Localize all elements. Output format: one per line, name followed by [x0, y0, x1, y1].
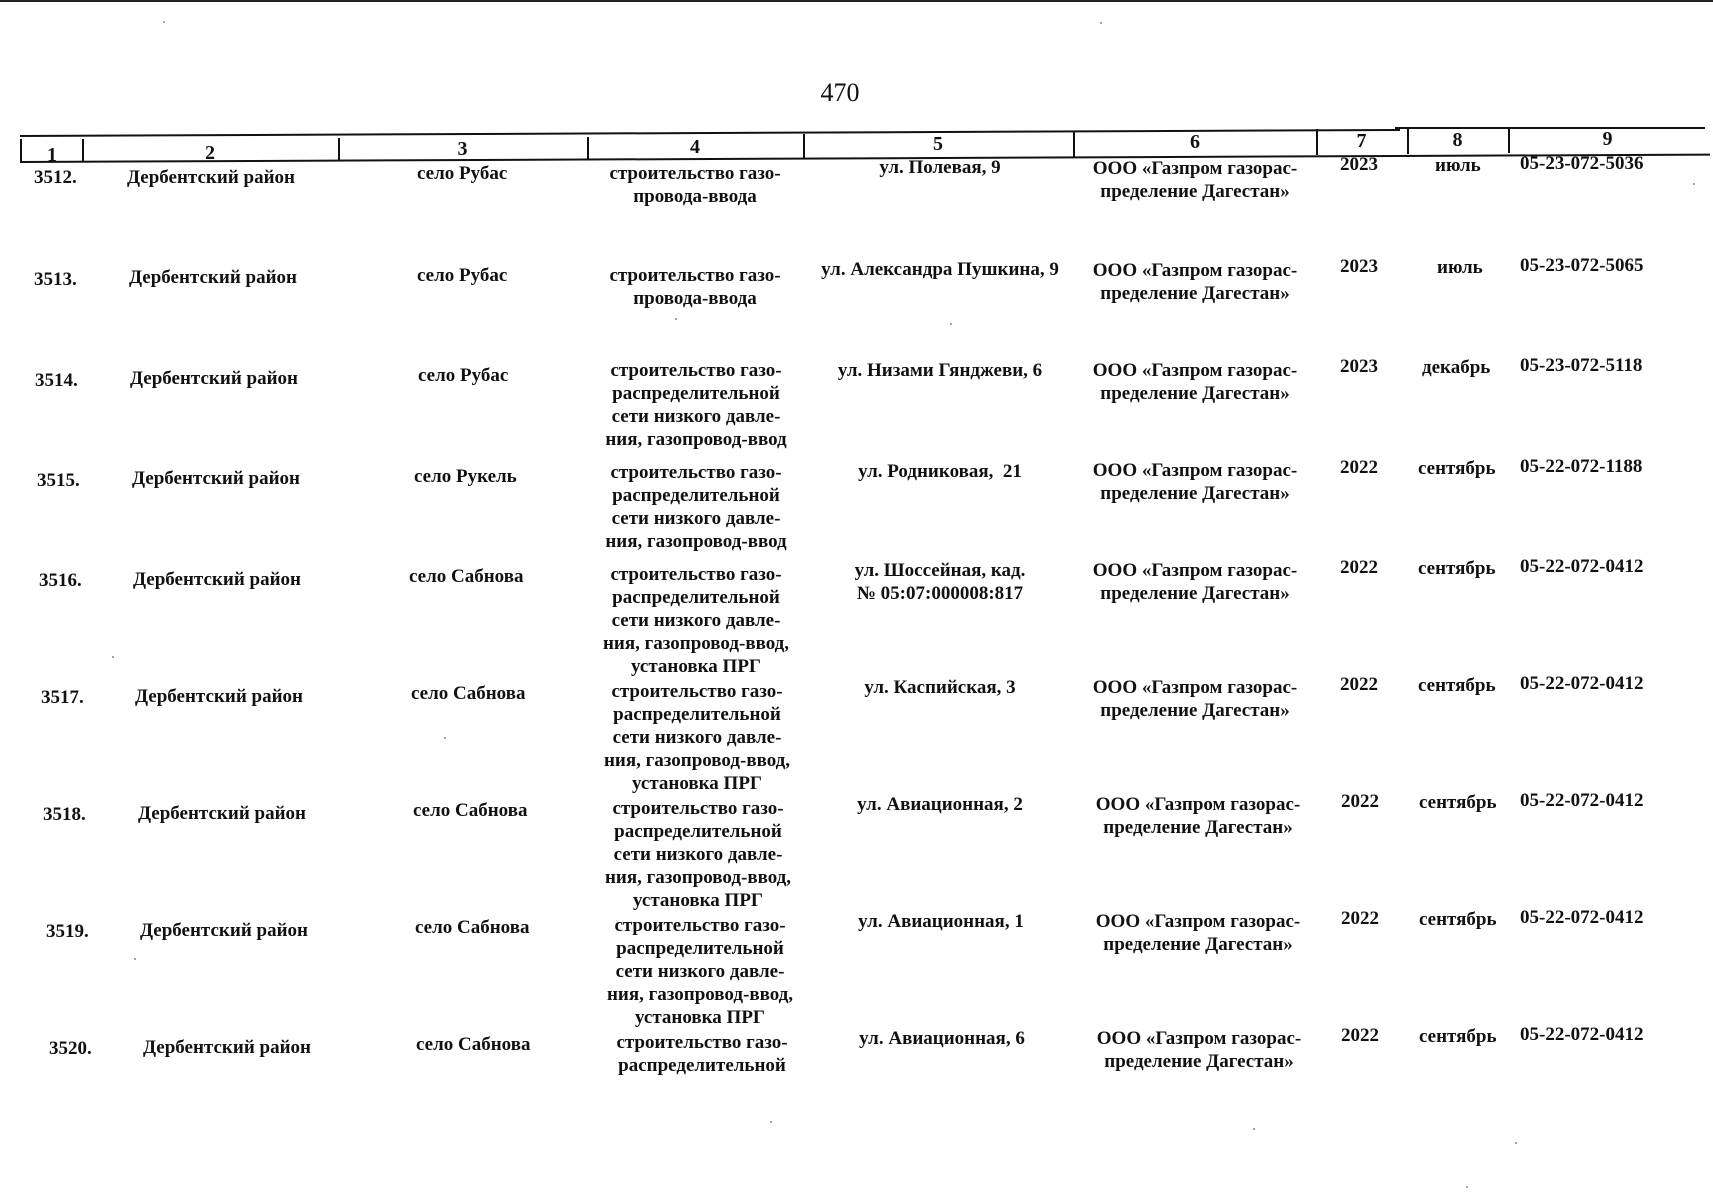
organization-line: ООО «Газпром газорас-: [1092, 360, 1298, 381]
scan-speck: [1693, 183, 1695, 185]
month-cell: сентябрь: [1419, 1026, 1497, 1047]
organization-cell: [1075, 459, 1315, 505]
work-line: распределительной: [612, 587, 780, 608]
district-cell: Дербентский район: [127, 167, 295, 188]
work-line: сети низкого давле-: [612, 727, 782, 748]
organization-line: пределение Дагестан»: [1103, 934, 1293, 955]
address-cell: [805, 1027, 1079, 1050]
organization-line: ООО «Газпром газорас-: [1092, 260, 1298, 281]
row-number: 3514.: [35, 370, 78, 391]
address-cell: [805, 910, 1077, 933]
organization-line: пределение Дагестан»: [1100, 483, 1290, 504]
code-cell: 05-22-072-1188: [1520, 456, 1643, 477]
work-cell: [590, 461, 802, 553]
month-cell: сентябрь: [1418, 558, 1496, 579]
work-line: ния, газопровод-ввод,: [602, 633, 790, 654]
year-cell: 2022: [1341, 1025, 1379, 1046]
scan-speck: [134, 958, 136, 960]
organization-line: ООО «Газпром газорас-: [1092, 158, 1298, 179]
settlement-cell: село Рубас: [417, 265, 508, 286]
year-cell: 2022: [1341, 908, 1379, 929]
code-cell: 05-22-072-0412: [1520, 556, 1644, 577]
address-line: ул. Александра Пушкина, 9: [821, 259, 1059, 280]
year-cell: 2022: [1341, 791, 1379, 812]
scan-speck: [1253, 1128, 1255, 1130]
column-number: 8: [1452, 129, 1463, 151]
row-number: 3515.: [37, 470, 80, 491]
work-cell: [592, 914, 808, 1029]
organization-cell: [1078, 793, 1318, 839]
organization-line: пределение Дагестан»: [1100, 383, 1290, 404]
code-cell: 05-22-072-0412: [1520, 790, 1644, 811]
work-line: распределительной: [616, 938, 784, 959]
settlement-cell: село Сабнова: [416, 1034, 531, 1055]
column-number: 5: [933, 133, 943, 155]
work-line: строительство газо-: [610, 360, 782, 381]
work-line: сети низкого давле-: [613, 844, 783, 865]
work-line: сети низкого давле-: [611, 610, 781, 631]
work-cell: [590, 563, 802, 678]
scan-speck: [1100, 22, 1102, 24]
row-number: 3512.: [34, 167, 77, 188]
column-number: 4: [690, 136, 700, 158]
organization-cell: [1075, 359, 1315, 405]
settlement-cell: село Сабнова: [413, 800, 528, 821]
month-cell: декабрь: [1422, 357, 1491, 378]
organization-cell: [1075, 157, 1315, 203]
work-line: строительство газо-: [616, 1032, 788, 1053]
address-cell: [805, 559, 1075, 605]
work-line: строительство газо-: [609, 265, 781, 286]
work-line: установка ПРГ: [632, 890, 764, 911]
work-line: распределительной: [618, 1055, 786, 1076]
organization-cell: [1078, 910, 1318, 956]
work-line: строительство газо-: [614, 915, 786, 936]
settlement-cell: село Рубас: [418, 365, 509, 386]
row-number: 3520.: [49, 1038, 92, 1059]
work-cell: [590, 264, 800, 310]
settlement-cell: село Рубас: [417, 163, 508, 184]
work-line: сети низкого давле-: [611, 406, 781, 427]
work-line: установка ПРГ: [634, 1007, 766, 1028]
address-line: ул. Каспийская, 3: [864, 677, 1016, 698]
address-cell: [805, 359, 1075, 382]
district-cell: Дербентский район: [129, 267, 297, 288]
year-cell: 2023: [1340, 154, 1378, 175]
address-cell: [805, 258, 1075, 281]
scan-speck: [770, 1121, 772, 1123]
code-cell: 05-22-072-0412: [1520, 673, 1644, 694]
row-number: 3518.: [43, 804, 86, 825]
code-cell: 05-23-072-5065: [1520, 255, 1644, 276]
address-line: ул. Шоссейная, кад.: [854, 560, 1026, 581]
column-number: 7: [1356, 130, 1367, 152]
work-line: установка ПРГ: [630, 656, 762, 677]
organization-line: пределение Дагестан»: [1103, 817, 1293, 838]
scan-speck: [950, 323, 952, 325]
work-cell: [594, 1031, 810, 1077]
district-cell: Дербентский район: [143, 1037, 311, 1058]
work-line: распределительной: [612, 383, 780, 404]
scan-speck: [1515, 1142, 1517, 1144]
month-cell: сентябрь: [1419, 792, 1497, 813]
scan-speck: [1466, 1186, 1468, 1188]
district-cell: Дербентский район: [130, 368, 298, 389]
address-line: ул. Авиационная, 2: [857, 794, 1023, 815]
month-cell: июль: [1437, 257, 1483, 278]
address-line: ул. Низами Гянджеви, 6: [837, 360, 1043, 381]
row-number: 3519.: [46, 921, 89, 942]
organization-line: ООО «Газпром газорас-: [1096, 1028, 1302, 1049]
work-line: провода-ввода: [633, 186, 757, 207]
address-cell: [805, 793, 1075, 816]
organization-line: ООО «Газпром газорас-: [1095, 911, 1301, 932]
column-number: 3: [457, 138, 468, 160]
scan-speck: [675, 318, 677, 320]
month-cell: июль: [1435, 155, 1481, 176]
address-cell: [805, 676, 1075, 699]
work-line: распределительной: [614, 821, 782, 842]
scan-speck: [444, 737, 446, 739]
header-divider: [20, 139, 22, 161]
district-cell: Дербентский район: [138, 803, 306, 824]
year-cell: 2022: [1340, 674, 1378, 695]
page-top-border: [0, 0, 1713, 2]
work-cell: [590, 680, 804, 795]
district-cell: Дербентский район: [133, 569, 301, 590]
work-cell: [590, 162, 800, 208]
column-number: 9: [1602, 128, 1613, 150]
organization-line: ООО «Газпром газорас-: [1092, 560, 1298, 581]
district-cell: Дербентский район: [132, 468, 300, 489]
settlement-cell: село Сабнова: [411, 683, 526, 704]
organization-line: пределение Дагестан»: [1104, 1051, 1294, 1072]
address-line: ул. Авиационная, 6: [859, 1028, 1025, 1049]
year-cell: 2022: [1340, 557, 1378, 578]
work-line: сети низкого давле-: [615, 961, 785, 982]
row-number: 3513.: [34, 269, 77, 290]
code-cell: 05-23-072-5036: [1520, 153, 1644, 174]
work-line: ния, газопровод-ввод: [605, 429, 787, 450]
address-line: ул. Авиационная, 1: [858, 911, 1024, 932]
organization-line: ООО «Газпром газорас-: [1095, 794, 1301, 815]
year-cell: 2023: [1340, 256, 1378, 277]
organization-line: ООО «Газпром газорас-: [1092, 460, 1298, 481]
address-line: ул. Полевая, 9: [879, 157, 1001, 178]
address-line: № 05:07:000008:817: [856, 583, 1024, 604]
settlement-cell: село Сабнова: [409, 566, 524, 587]
district-cell: Дербентский район: [135, 686, 303, 707]
work-cell: [590, 359, 802, 451]
year-cell: 2022: [1340, 457, 1378, 478]
work-line: ния, газопровод-ввод,: [603, 750, 791, 771]
month-cell: сентябрь: [1418, 458, 1496, 479]
work-line: провода-ввода: [633, 288, 757, 309]
month-cell: сентябрь: [1419, 909, 1497, 930]
organization-cell: [1075, 676, 1315, 722]
organization-line: пределение Дагестан»: [1100, 700, 1290, 721]
code-cell: 05-23-072-5118: [1520, 355, 1643, 376]
page-number: 470: [820, 78, 860, 107]
work-line: строительство газо-: [611, 681, 783, 702]
work-line: ния, газопровод-ввод,: [604, 867, 792, 888]
address-cell: [805, 460, 1075, 483]
scan-speck: [112, 656, 114, 658]
organization-cell: [1075, 559, 1315, 605]
work-line: строительство газо-: [609, 163, 781, 184]
work-line: ния, газопровод-ввод,: [606, 984, 794, 1005]
column-number: 1: [47, 144, 57, 166]
work-cell: [590, 797, 806, 912]
work-line: ния, газопровод-ввод: [605, 531, 787, 552]
code-cell: 05-22-072-0412: [1520, 907, 1644, 928]
work-line: строительство газо-: [612, 798, 784, 819]
organization-line: пределение Дагестан»: [1100, 583, 1290, 604]
month-cell: сентябрь: [1418, 675, 1496, 696]
column-number: 6: [1190, 131, 1200, 153]
work-line: распределительной: [612, 485, 780, 506]
work-line: сети низкого давле-: [611, 508, 781, 529]
scan-speck: [163, 21, 165, 23]
organization-line: ООО «Газпром газорас-: [1092, 677, 1298, 698]
address-line: ул. Родниковая, 21: [858, 461, 1022, 482]
row-number: 3517.: [41, 687, 84, 708]
district-cell: Дербентский район: [140, 920, 308, 941]
work-line: строительство газо-: [610, 462, 782, 483]
code-cell: 05-22-072-0412: [1520, 1024, 1644, 1045]
organization-cell: [1078, 1027, 1320, 1073]
row-number: 3516.: [39, 570, 82, 591]
work-line: установка ПРГ: [631, 773, 763, 794]
organization-line: пределение Дагестан»: [1100, 181, 1290, 202]
organization-cell: [1075, 259, 1315, 305]
work-line: распределительной: [613, 704, 781, 725]
work-line: строительство газо-: [610, 564, 782, 585]
organization-line: пределение Дагестан»: [1100, 283, 1290, 304]
settlement-cell: село Сабнова: [415, 917, 530, 938]
year-cell: 2023: [1340, 356, 1378, 377]
column-number: 2: [205, 142, 215, 164]
address-cell: [805, 156, 1075, 179]
settlement-cell: село Рукель: [414, 466, 517, 487]
